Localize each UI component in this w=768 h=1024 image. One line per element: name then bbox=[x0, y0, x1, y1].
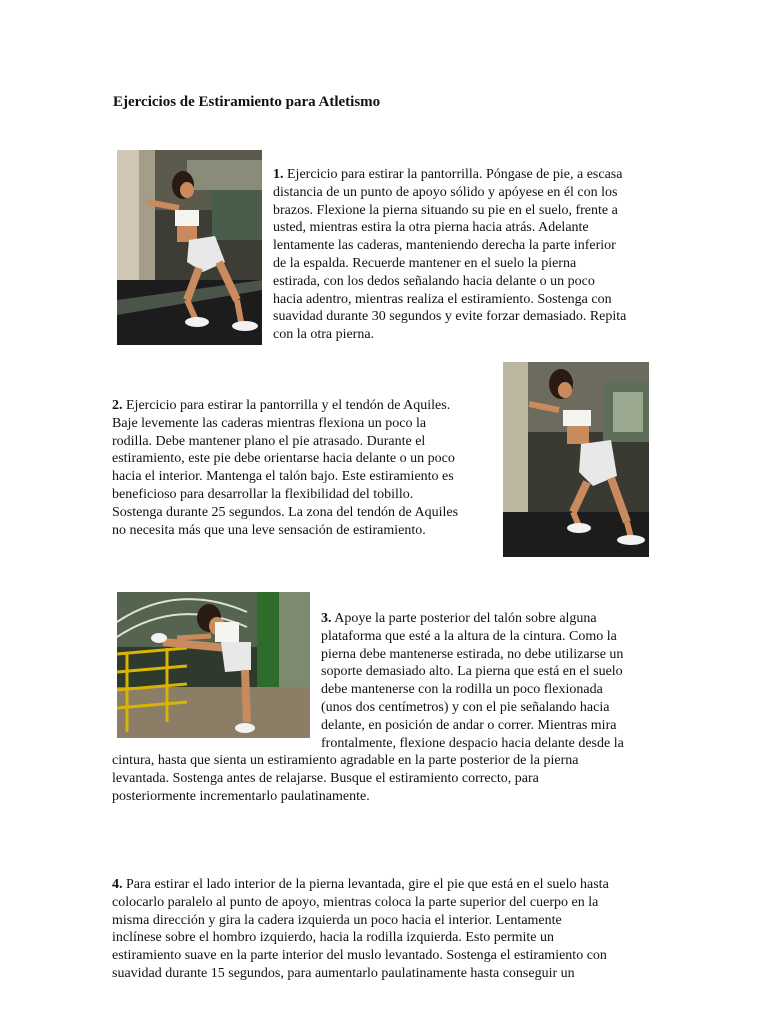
text-line: delante, en posición de andar o correr. Mientras mira bbox=[321, 717, 617, 733]
exercise-2-photo bbox=[503, 362, 649, 557]
text-line: estiramiento, este pie debe orientarse hacia delante o un poco bbox=[112, 451, 455, 467]
text-line: hacia adentro, mientras realiza el estiramiento. Sostenga con bbox=[273, 291, 612, 307]
text-line: debe mantenerse con la rodilla un poco flexionada bbox=[321, 682, 603, 698]
exercise-1-photo bbox=[117, 150, 262, 345]
text-line: usted, mientras estira la otra pierna hacia atrás. Adelante bbox=[273, 220, 589, 236]
text-line: rodilla. Debe mantener plano el pie atrasado. Durante el bbox=[112, 433, 426, 449]
text-line: de la espalda. Recuerde mantener en el suelo la pierna bbox=[273, 255, 577, 271]
text-line: Para estirar el lado interior de la pierna levantada, gire el pie que está en el suelo hasta bbox=[126, 877, 609, 892]
exercise-3-photo bbox=[117, 592, 310, 738]
page-title: Ejercicios de Estiramiento para Atletismo bbox=[113, 94, 381, 110]
text-line: Sostenga durante 25 segundos. La zona del tendón de Aquiles bbox=[112, 504, 459, 520]
text-line: colocarlo paralelo al punto de apoyo, mientras coloca la parte superior del cuerpo en la bbox=[112, 894, 599, 910]
exercise-4-text bbox=[112, 876, 672, 983]
text-line: inclínese sobre el hombro izquierdo, hacia la rodilla izquierda. Esto permite un bbox=[112, 930, 555, 946]
exercise-1-text bbox=[273, 166, 673, 344]
text-line: pierna debe mantenerse estirada, no debe utilizarse un bbox=[321, 646, 624, 662]
text-line: brazos. Flexione la pierna situando su pie en el suelo, frente a bbox=[273, 202, 618, 218]
exercise-number: 4. bbox=[112, 877, 123, 892]
text-line: beneficioso para desarrollar la flexibilidad del tobillo. bbox=[112, 486, 414, 502]
text-line: estiramiento suave en la parte interior del muslo levantado. Sostenga el estiramiento con bbox=[112, 948, 607, 964]
text-line: con la otra pierna. bbox=[273, 327, 375, 343]
text-line: levantada. Sostenga antes de relajarse. Busque el estiramiento correcto, para bbox=[112, 770, 539, 786]
text-line: misma dirección y gira la cadera izquierda un poco hacia el interior. Lentamente bbox=[112, 912, 562, 928]
exercise-number: 2. bbox=[112, 398, 123, 413]
text-line: frontalmente, flexione despacio hacia delante desde la bbox=[321, 735, 624, 751]
text-line: (unos dos centímetros) y con el pie señalando hacia bbox=[321, 699, 610, 715]
exercise-2-text bbox=[112, 397, 497, 539]
exercise-3-text-beside bbox=[321, 610, 661, 752]
text-line: no necesita más que una leve sensación de estiramiento. bbox=[112, 522, 426, 538]
exercise-3-text-full bbox=[112, 752, 672, 805]
text-line: lentamente las caderas, manteniendo derecha la parte inferior bbox=[273, 238, 616, 254]
text-line: cintura, hasta que sienta un estiramiento agradable en la parte posterior de la pierna bbox=[112, 753, 579, 768]
text-line: suavidad durante 15 segundos, para aumentarlo paulatinamente hasta conseguir un bbox=[112, 965, 575, 981]
text-line: distancia de un punto de apoyo sólido y apóyese en él con los bbox=[273, 184, 618, 200]
text-line: Baje levemente las caderas mientras flexiona un poco la bbox=[112, 415, 427, 431]
text-line: Ejercicio para estirar la pantorrilla y el tendón de Aquiles. bbox=[126, 398, 451, 413]
text-line: plataforma que esté a la altura de la cintura. Como la bbox=[321, 628, 617, 644]
text-line: Apoye la parte posterior del talón sobre alguna bbox=[334, 611, 597, 626]
text-line: posteriormente incrementarlo paulatinamente. bbox=[112, 788, 370, 804]
text-line: estirada, con los dedos señalando hacia delante o un poco bbox=[273, 273, 595, 289]
exercise-number: 3. bbox=[321, 611, 332, 626]
text-line: suavidad durante 30 segundos y evite forzar demasiado. Repita bbox=[273, 309, 627, 325]
exercise-number: 1. bbox=[273, 167, 284, 182]
text-line: soporte demasiado alto. La pierna que está en el suelo bbox=[321, 664, 623, 680]
text-line: Ejercicio para estirar la pantorrilla. Póngase de pie, a escasa bbox=[287, 167, 623, 182]
text-line: hacia el interior. Mantenga el talón bajo. Este estiramiento es bbox=[112, 469, 454, 485]
